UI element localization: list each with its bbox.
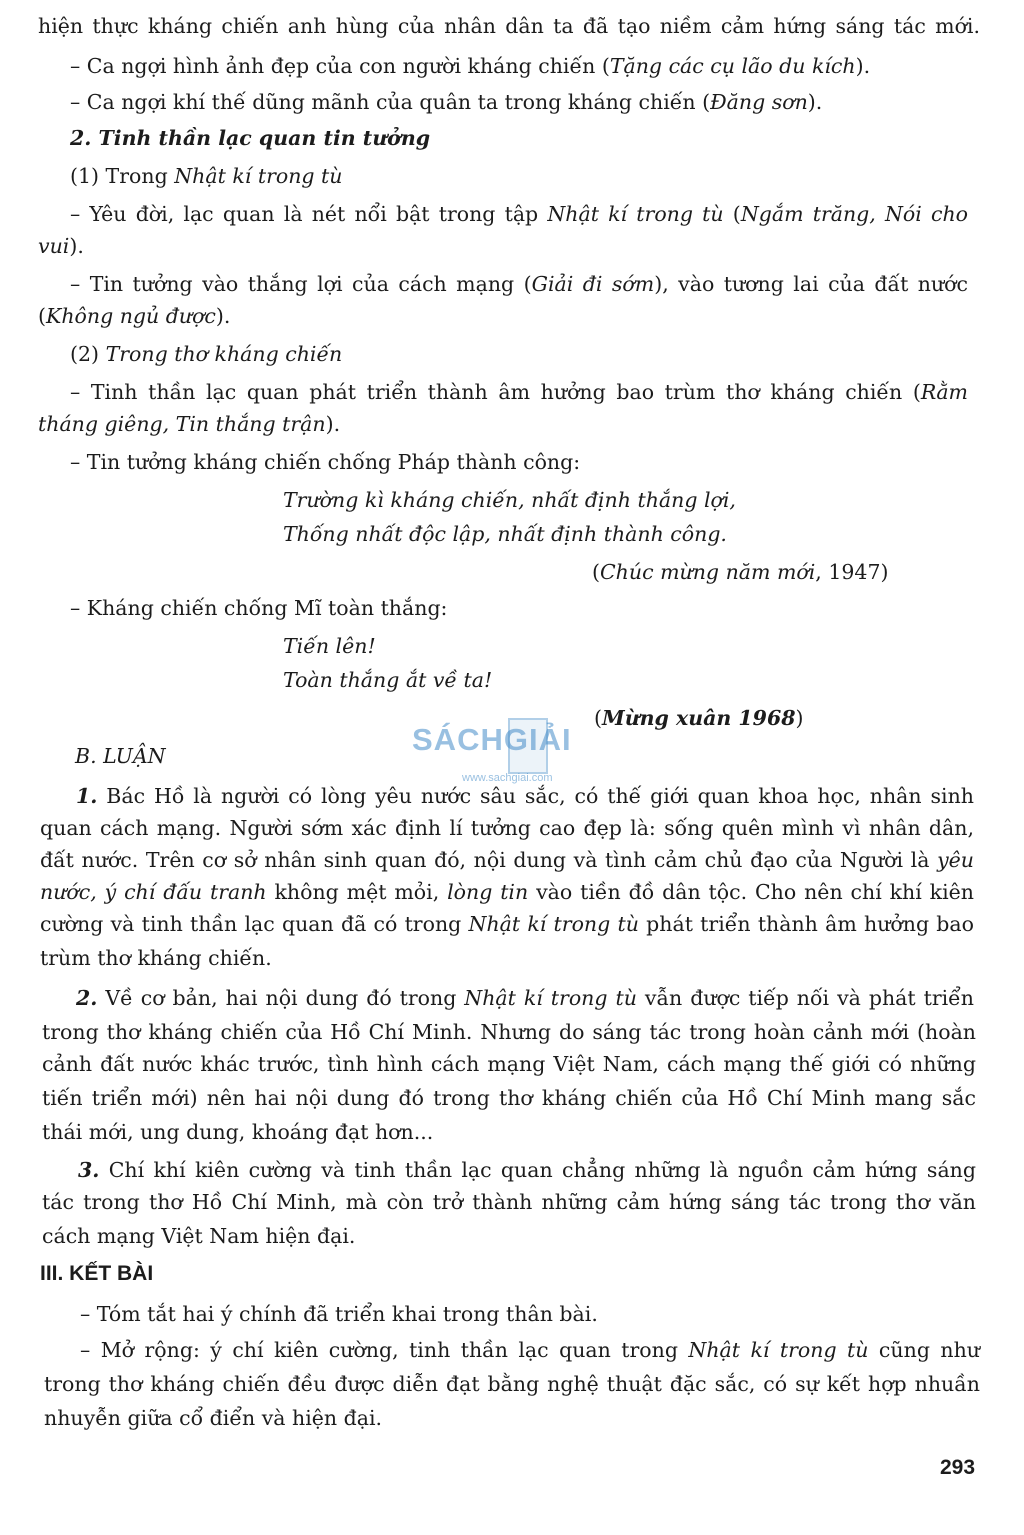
paragraph-line: trong thơ kháng chiến của Hồ Chí Minh. Nhưng do sáng tác trong hoàn cảnh mới (hoàn: [42, 1020, 976, 1044]
paragraph-line: tiến triển mới) nên hai nội dung đó trong thơ kháng chiến của Hồ Chí Minh mang sắc: [42, 1086, 976, 1110]
poem-line: Toàn thắng ắt về ta!: [283, 668, 493, 692]
paragraph-line: quan cách mạng. Người sớm xác định lí tưởng cao đẹp là: sống quên mình vì nhân dân,: [40, 816, 974, 840]
paragraph-line: trong thơ kháng chiến đều được diễn đạt bằng nghệ thuật đặc sắc, có sự kết hợp nhuần: [44, 1372, 980, 1396]
bullet-line: – Mở rộng: ý chí kiên cường, tinh thần lạc quan trong Nhật kí trong tù cũng như: [80, 1338, 980, 1362]
paragraph-line: tác trong thơ Hồ Chí Minh, mà còn trở thành những cảm hứng sáng tác trong thơ văn: [42, 1190, 976, 1214]
watermark-url: www.sachgiai.com: [462, 772, 553, 784]
page-number: 293: [940, 1456, 976, 1479]
paragraph-line: cảnh đất nước khác trước, tình hình cách mạng Việt Nam, cách mạng thế giới có những: [42, 1052, 976, 1076]
poem-source: (Chúc mừng năm mới, 1947): [592, 560, 889, 584]
paragraph-line: 1. Bác Hồ là người có lòng yêu nước sâu sắc, có thế giới quan khoa học, nhân sinh: [76, 784, 974, 808]
bullet-line: – Ca ngợi hình ảnh đẹp của con người kháng chiến (Tặng các cụ lão du kích).: [70, 54, 871, 78]
poem-line: Trường kì kháng chiến, nhất định thắng lợi,: [283, 488, 736, 512]
paragraph-line: nước, ý chí đấu tranh không mệt mỏi, lòng tin vào tiền đồ dân tộc. Cho nên chí khí kiên: [40, 880, 975, 904]
bullet-line: – Tin tưởng kháng chiến chống Pháp thành công:: [70, 450, 581, 474]
bullet-line: – Tinh thần lạc quan phát triển thành âm hưởng bao trùm thơ kháng chiến (Rằm: [70, 380, 968, 404]
subheading: 2. Tinh thần lạc quan tin tưởng: [70, 126, 431, 150]
watermark-box: [508, 718, 548, 774]
paragraph-line: đất nước. Trên cơ sở nhân sinh quan đó, nội dung và tình cảm chủ đạo của Người là yêu: [40, 848, 974, 872]
poem-source: (Mừng xuân 1968): [594, 706, 804, 730]
subheading: (2) Trong thơ kháng chiến: [70, 342, 343, 366]
watermark-logo: [412, 722, 622, 802]
paragraph-line: 2. Về cơ bản, hai nội dung đó trong Nhật kí trong tù vẫn được tiếp nối và phát triển: [76, 986, 974, 1010]
text-line: tháng giêng, Tin thắng trận).: [38, 412, 341, 436]
paragraph-line: cường và tinh thần lạc quan đã có trong Nhật kí trong tù phát triển thành âm hưởng bao: [40, 912, 974, 936]
paragraph-line: nhuyễn giữa cổ điển và hiện đại.: [44, 1406, 383, 1430]
poem-line: Thống nhất độc lập, nhất định thành công.: [283, 522, 727, 546]
bullet-line: – Ca ngợi khí thế dũng mãnh của quân ta trong kháng chiến (Đăng sơn).: [70, 90, 823, 114]
paragraph-line: thái mới, ung dung, khoáng đạt hơn...: [42, 1120, 434, 1144]
paragraph-line: cách mạng Việt Nam hiện đại.: [42, 1224, 356, 1248]
poem-line: Tiến lên!: [283, 634, 376, 658]
paragraph-line: trùm thơ kháng chiến.: [40, 946, 272, 970]
bullet-line: – Tóm tắt hai ý chính đã triển khai trong thân bài.: [80, 1302, 598, 1326]
text-line: (Không ngủ được).: [38, 304, 231, 328]
bullet-line: – Yêu đời, lạc quan là nét nổi bật trong tập Nhật kí trong tù (Ngắm trăng, Nói cho: [70, 202, 969, 226]
subheading: (1) Trong Nhật kí trong tù: [70, 164, 343, 188]
section-heading: B. LUẬN: [75, 744, 166, 768]
watermark-brand: SÁCHGIẢI: [412, 722, 572, 757]
paragraph-line: 3. Chí khí kiên cường và tinh thần lạc quan chẳng những là nguồn cảm hứng sáng: [78, 1158, 976, 1182]
text-line: hiện thực kháng chiến anh hùng của nhân dân ta đã tạo niềm cảm hứng sáng tác mới.: [38, 14, 980, 38]
section-heading: III. KẾT BÀI: [40, 1262, 154, 1285]
bullet-line: – Tin tưởng vào thắng lợi của cách mạng (Giải đi sớm), vào tương lai của đất nước: [70, 272, 968, 296]
bullet-line: – Kháng chiến chống Mĩ toàn thắng:: [70, 596, 448, 620]
text-line: vui).: [38, 234, 84, 258]
